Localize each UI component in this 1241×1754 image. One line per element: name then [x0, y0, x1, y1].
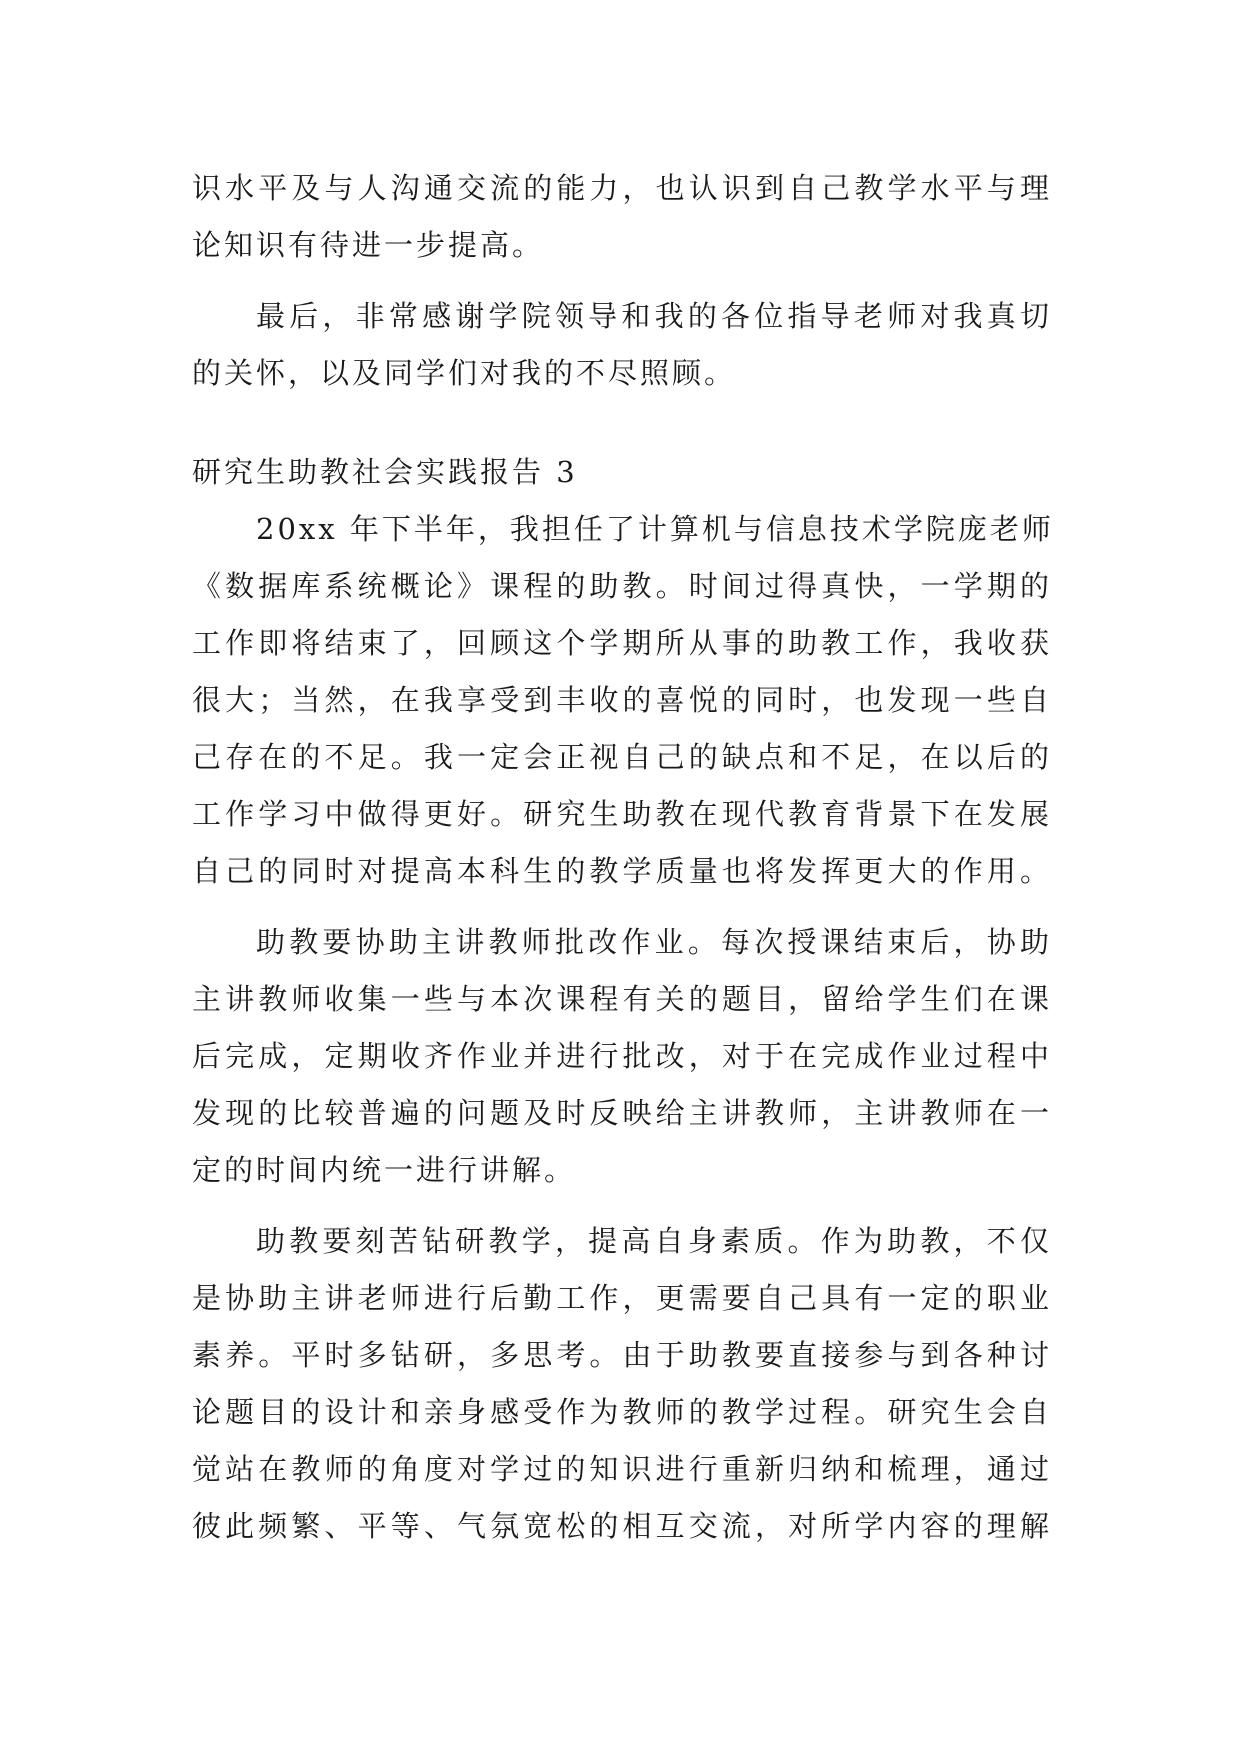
- body-line: 是协助主讲老师进行后勤工作，更需要自己具有一定的职业: [192, 1281, 1052, 1315]
- body-line: 素养。平时多钻研，多思考。由于助教要直接参与到各种讨: [192, 1338, 1052, 1372]
- body-line: 最后，非常感谢学院领导和我的各位指导老师对我真切: [256, 299, 1052, 333]
- body-line: 觉站在教师的角度对学过的知识进行重新归纳和梳理，通过: [192, 1452, 1052, 1486]
- body-line: 后完成，定期收齐作业并进行批改，对于在完成作业过程中: [192, 1039, 1052, 1073]
- body-line: 工作即将结束了，回顾这个学期所从事的助教工作，我收获: [192, 626, 1052, 660]
- body-line: 彼此频繁、平等、气氛宽松的相互交流，对所学内容的理解: [192, 1509, 1052, 1543]
- body-line: 助教要协助主讲教师批改作业。每次授课结束后，协助: [256, 925, 1052, 959]
- body-line: 自己的同时对提高本科生的教学质量也将发挥更大的作用。: [192, 854, 1052, 888]
- body-line: 的关怀，以及同学们对我的不尽照顾。: [192, 356, 737, 390]
- body-line: 很大；当然，在我享受到丰收的喜悦的同时，也发现一些自: [192, 683, 1052, 717]
- body-line: 主讲教师收集一些与本次课程有关的题目，留给学生们在课: [192, 982, 1052, 1016]
- body-line: 论知识有待进一步提高。: [192, 228, 545, 262]
- body-line: 工作学习中做得更好。研究生助教在现代教育背景下在发展: [192, 797, 1052, 831]
- body-line: 论题目的设计和亲身感受作为教师的教学过程。研究生会自: [192, 1395, 1052, 1429]
- body-line: 《数据库系统概论》课程的助教。时间过得真快，一学期的: [192, 569, 1052, 603]
- body-line: 定的时间内统一进行讲解。: [192, 1153, 577, 1187]
- body-line: 20xx 年下半年，我担任了计算机与信息技术学院庞老师: [256, 512, 1054, 546]
- body-line: 己存在的不足。我一定会正视自己的缺点和不足，在以后的: [192, 740, 1052, 774]
- section-heading: 研究生助教社会实践报告 3: [192, 455, 578, 489]
- body-line: 助教要刻苦钻研教学，提高自身素质。作为助教，不仅: [256, 1224, 1052, 1258]
- body-line: 发现的比较普遍的问题及时反映给主讲教师，主讲教师在一: [192, 1096, 1052, 1130]
- body-line: 识水平及与人沟通交流的能力，也认识到自己教学水平与理: [192, 171, 1052, 205]
- document-body: [192, 160, 1052, 1555]
